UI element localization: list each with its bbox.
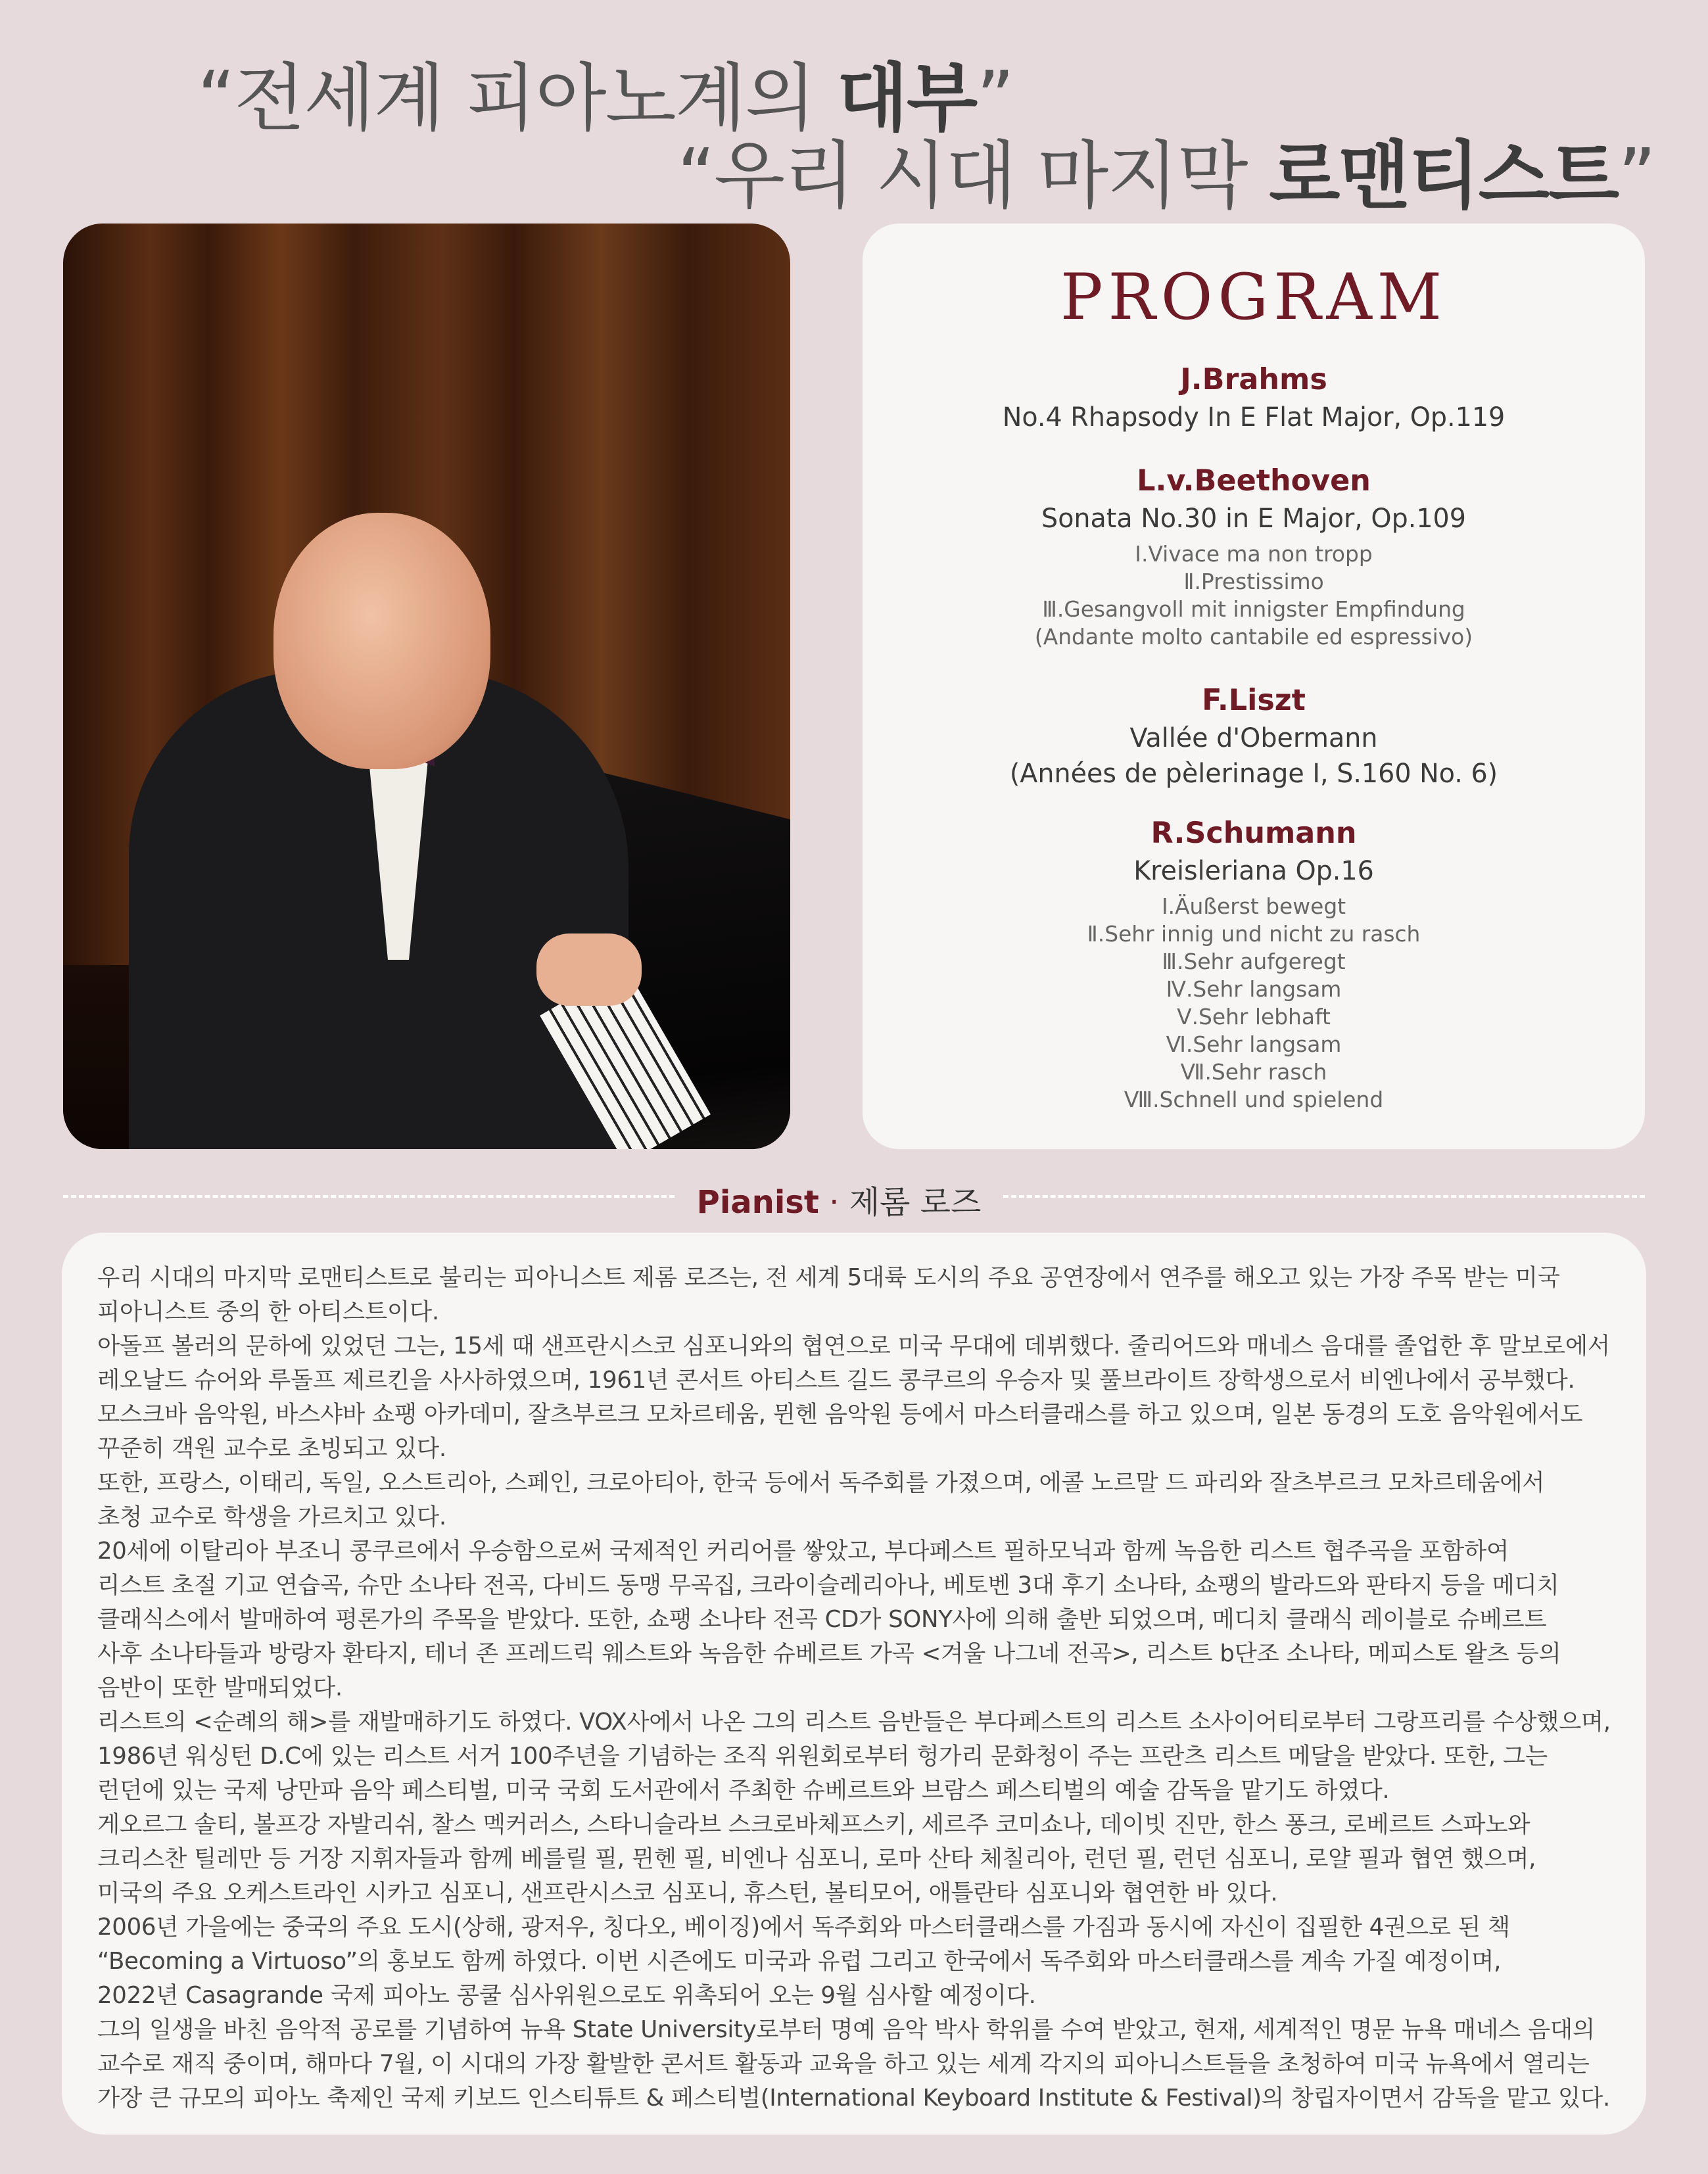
work-schumann: Kreisleriana Op.16 bbox=[1133, 856, 1374, 886]
pianist-label bbox=[677, 1177, 1001, 1222]
bio-line: 20세에 이탈리아 부조니 콩쿠르에서 우승함으로써 국제적인 커리어를 쌓았고, 부다페스트 필하모닉과 함께 녹음한 리스트 협주곡을 포함하여 bbox=[97, 1538, 1509, 1565]
bio-line: 우리 시대의 마지막 로맨티스트로 불리는 피아니스트 제롬 로즈는, 전 세계 5대륙 도시의 주요 공연장에서 연주를 해오고 있는 가장 주목 받는 미국 bbox=[97, 1264, 1560, 1291]
work-brahms: No.4 Rhapsody In E Flat Major, Op.119 bbox=[1002, 402, 1506, 433]
dashed-divider-left bbox=[63, 1195, 675, 1198]
headline-line-2-text: “우리 시대 마지막 bbox=[677, 133, 1269, 219]
composer-schumann: R.Schumann bbox=[1151, 816, 1357, 850]
bio-line: 교수로 재직 중이며, 해마다 7월, 이 시대의 가장 활발한 콘서트 활동과 교육을 하고 있는 세계 각지의 피아니스트들을 초청하여 미국 뉴욕에서 열리는 bbox=[97, 2050, 1590, 2077]
bio-line: 음반이 또한 발매되었다. bbox=[97, 1674, 343, 1701]
program-title: PROGRAM bbox=[1060, 260, 1448, 334]
bio-line: 가장 큰 규모의 피아노 축제인 국제 키보드 인스티튜트 & 페스티벌(International Keyboard Institute & Festival)의 창립자이면서 감독을 맡고 있다. bbox=[97, 2085, 1610, 2112]
movement-item: Ⅰ.Vivace ma non tropp bbox=[1135, 542, 1373, 567]
pianist-name: 제롬 로즈 bbox=[849, 1184, 982, 1221]
program-card bbox=[863, 224, 1645, 1149]
movement-item: Ⅱ.Prestissimo bbox=[1183, 569, 1324, 594]
composer-beethoven: L.v.Beethoven bbox=[1137, 464, 1371, 498]
bio-line: “Becoming a Virtuoso”의 홍보도 함께 하였다. 이번 시즌에도 미국과 유럽 그리고 한국에서 독주회와 마스터클래스를 계속 가질 예정이며, bbox=[97, 1948, 1502, 1975]
movement-item: Ⅶ.Sehr rasch bbox=[1180, 1060, 1327, 1085]
headline-line-1-bold: 대부 bbox=[836, 56, 977, 141]
bio-line: 레오날드 슈어와 루돌프 제르킨을 사사하였으며, 1961년 콘서트 아티스트 길드 콩쿠르의 우승자 및 풀브라이트 장학생으로서 비엔나에서 공부했다. bbox=[97, 1367, 1575, 1394]
bio-line: 크리스찬 틸레만 등 거장 지휘자들과 함께 베를릴 필, 뮌헨 필, 비엔나 심포니, 로마 산타 체칠리아, 런던 필, 런던 심포니, 로얄 필과 협연 했으며, bbox=[97, 1845, 1536, 1872]
work-beethoven: Sonata No.30 in E Major, Op.109 bbox=[1041, 504, 1466, 534]
bio-line: 클래식스에서 발매하여 평론가의 주목을 받았다. 또한, 쇼팽 소나타 전곡 CD가 SONY사에 의해 출반 되었으며, 메디치 클래식 레이블로 슈베르트 bbox=[97, 1606, 1547, 1633]
bio-line: 그의 일생을 바친 음악적 공로를 기념하여 뉴욕 State University로부터 명예 음악 박사 학위를 수여 받았고, 현재, 세계적인 명문 뉴욕 매네스 음대의 bbox=[97, 2016, 1595, 2043]
bio-line: 1986년 워싱턴 D.C에 있는 리스트 서거 100주년을 기념하는 조직 위원회로부터 헝가리 문화청이 주는 프란츠 리스트 메달을 받았다. 또한, 그는 bbox=[97, 1743, 1548, 1770]
movement-item: Ⅴ.Sehr lebhaft bbox=[1177, 1004, 1331, 1029]
bio-line: 미국의 주요 오케스트라인 시카고 심포니, 샌프란시스코 심포니, 휴스턴, 볼티모어, 애틀란타 심포니와 협연한 바 있다. bbox=[97, 1879, 1278, 1906]
composer-liszt: F.Liszt bbox=[1202, 684, 1306, 717]
bio-line: 아돌프 볼러의 문하에 있었던 그는, 15세 때 샌프란시스코 심포니와의 협연으로 미국 무대에 데뷔했다. 줄리어드와 매네스 음대를 졸업한 후 말보로에서 bbox=[97, 1333, 1610, 1359]
bio-line: 피아니스트 중의 한 아티스트이다. bbox=[97, 1298, 439, 1325]
movement-item: Ⅳ.Sehr langsam bbox=[1166, 977, 1342, 1002]
work-liszt: Vallée d'Obermann bbox=[1129, 723, 1378, 753]
bio-line: 또한, 프랑스, 이태리, 독일, 오스트리아, 스페인, 크로아티아, 한국 등에서 독주회를 가졌으며, 에콜 노르말 드 파리와 잘츠부르크 모차르테움에서 bbox=[97, 1469, 1545, 1496]
bio-line: 사후 소나타들과 방랑자 환타지, 테너 존 프레드릭 웨스트와 녹음한 슈베르트 가곡 <겨울 나그네 전곡>, 리스트 b단조 소나타, 메피스토 왈츠 등의 bbox=[97, 1640, 1561, 1667]
headline-line-2-bold: 로맨티스트 bbox=[1269, 133, 1619, 219]
work-liszt-sub: (Années de pèlerinage I, S.160 No. 6) bbox=[1009, 759, 1498, 789]
movement-item: Ⅰ.Äußerst bewegt bbox=[1161, 894, 1346, 919]
movement-item: Ⅲ.Sehr aufgeregt bbox=[1162, 949, 1346, 974]
bio-line: 2022년 Casagrande 국제 피아노 콩쿨 심사위원으로도 위촉되어 오는 9월 심사할 예정이다. bbox=[97, 1982, 1036, 2009]
pianist-label-sep: · bbox=[818, 1184, 849, 1221]
headline-line-2 bbox=[677, 117, 1655, 223]
movement-item: Ⅷ.Schnell und spielend bbox=[1124, 1087, 1384, 1112]
movement-item: Ⅲ.Gesangvoll mit innigster Empfindung bbox=[1042, 597, 1465, 622]
bio-line: 모스크바 음악원, 바스샤바 쇼팽 아카데미, 잘츠부르크 모차르테움, 뮌헨 음악원 등에서 마스터클래스를 하고 있으며, 일본 동경의 도호 음악원에서도 bbox=[97, 1401, 1583, 1428]
pianist-head bbox=[273, 513, 490, 769]
biography-card bbox=[62, 1233, 1646, 2135]
bio-line: 꾸준히 객원 교수로 초빙되고 있다. bbox=[97, 1435, 446, 1462]
pianist-label-en: Pianist bbox=[696, 1184, 819, 1221]
bio-line: 리스트의 <순례의 해>를 재발매하기도 하였다. VOX사에서 나온 그의 리스트 음반들은 부다페스트의 리스트 소사이어티로부터 그랑프리를 수상했으며, bbox=[97, 1709, 1611, 1736]
movement-item: Ⅱ.Sehr innig und nicht zu rasch bbox=[1087, 922, 1421, 947]
headline-line-2-end: ” bbox=[1618, 133, 1655, 219]
headline-line-1-end: ” bbox=[976, 56, 1014, 141]
movement-item: Ⅵ.Sehr langsam bbox=[1166, 1032, 1342, 1057]
headline-line-1-text: “전세계 피아노계의 bbox=[197, 56, 837, 141]
movement-item: (Andante molto cantabile ed espressivo) bbox=[1034, 625, 1473, 650]
bio-line: 2006년 가을에는 중국의 주요 도시(상해, 광저우, 칭다오, 베이징)에서 독주회와 마스터클래스를 가짐과 동시에 자신이 집필한 4권으로 된 책 bbox=[97, 1914, 1510, 1941]
pianist-hands bbox=[536, 933, 642, 1006]
bio-line: 리스트 초절 기교 연습곡, 슈만 소나타 전곡, 다비드 동맹 무곡집, 크라이슬레리아나, 베토벤 3대 후기 소나타, 쇼팽의 발라드와 판타지 등을 메디치 bbox=[97, 1572, 1559, 1599]
bio-line: 게오르그 솔티, 볼프강 자발리쉬, 찰스 멕커러스, 스타니슬라브 스크로바체프스키, 세르주 코미쇼나, 데이빗 진만, 한스 퐁크, 로베르트 스파노와 bbox=[97, 1811, 1530, 1838]
composer-brahms: J.Brahms bbox=[1180, 363, 1327, 396]
pianist-photo bbox=[63, 224, 790, 1149]
dashed-divider-right bbox=[1003, 1195, 1645, 1198]
bio-line: 초청 교수로 학생을 가르치고 있다. bbox=[97, 1503, 446, 1530]
bio-line: 런던에 있는 국제 낭만파 음악 페스티벌, 미국 국회 도서관에서 주최한 슈베르트와 브람스 페스티벌의 예술 감독을 맡기도 하였다. bbox=[97, 1777, 1390, 1804]
